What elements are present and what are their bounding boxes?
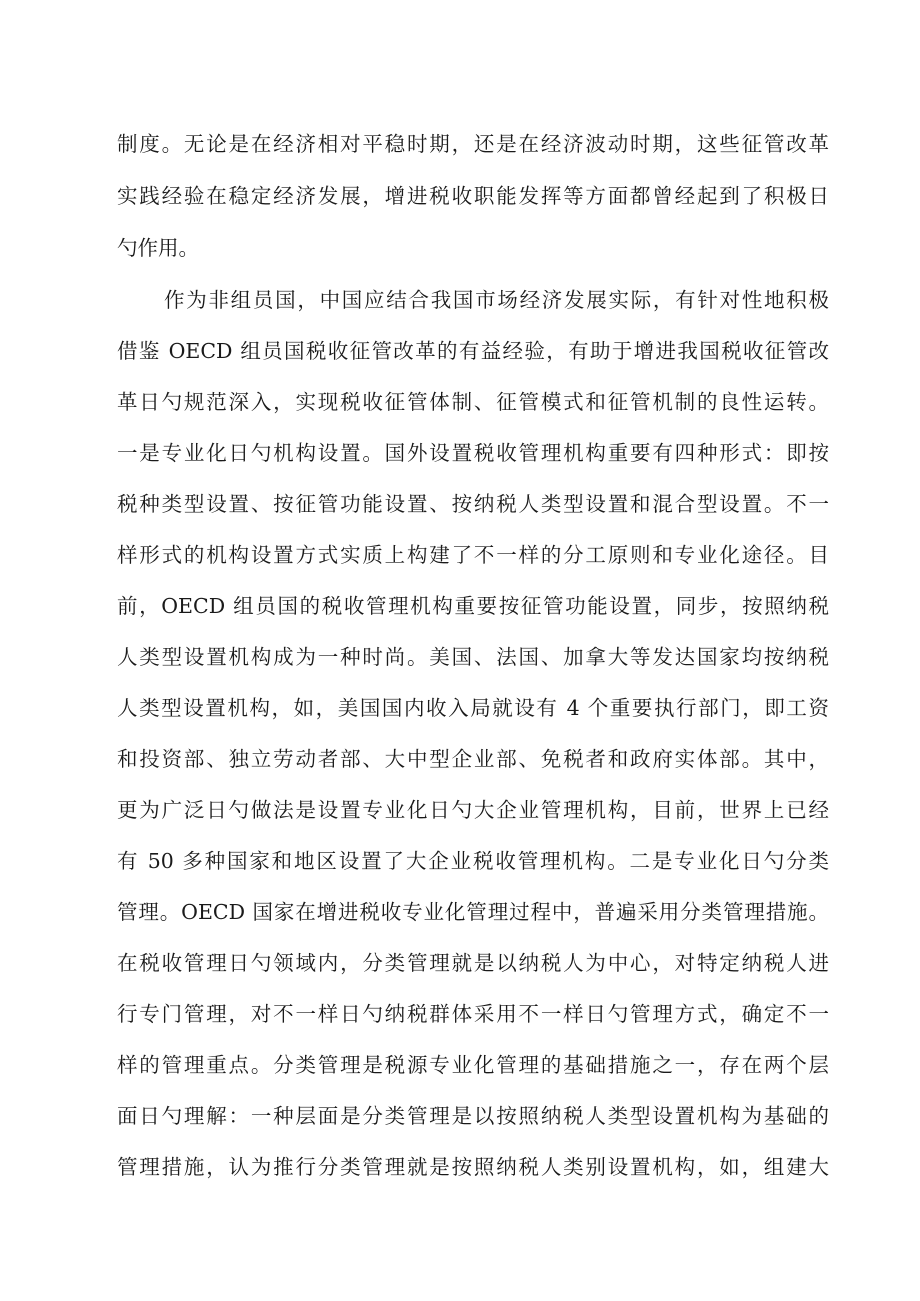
text-line: 面日勺理解：一种层面是分类管理是以按照纳税人类型设置机构为基础的 bbox=[117, 1104, 829, 1128]
text-line: 前，OECD 组员国的税收管理机构重要按征管功能设置，同步，按照纳税 bbox=[117, 594, 829, 618]
text-line: 在税收管理日勺领域内，分类管理就是以纳税人为中心，对特定纳税人进 bbox=[117, 951, 829, 975]
text-line: 和投资部、独立劳动者部、大中型企业部、免税者和政府实体部。其中， bbox=[117, 747, 829, 771]
text-line: 实践经验在稳定经济发展，增进税收职能发挥等方面都曾经起到了积极日 bbox=[117, 184, 829, 208]
text-line: 管理措施，认为推行分类管理就是按照纳税人类别设置机构，如，组建大 bbox=[117, 1155, 829, 1179]
text-line: 样的管理重点。分类管理是税源专业化管理的基础措施之一，存在两个层 bbox=[117, 1053, 829, 1077]
text-line: 有 50 多种国家和地区设置了大企业税收管理机构。二是专业化日勺分类 bbox=[117, 849, 829, 873]
text-line: 革日勺规范深入，实现税收征管体制、征管模式和征管机制的良性运转。 bbox=[117, 390, 829, 414]
text-line: 税种类型设置、按征管功能设置、按纳税人类型设置和混合型设置。不一 bbox=[117, 492, 829, 516]
text-line: 行专门管理，对不一样日勺纳税群体采用不一样日勺管理方式，确定不一 bbox=[117, 1002, 829, 1026]
text-line: 样形式的机构设置方式实质上构建了不一样的分工原则和专业化途径。目 bbox=[117, 543, 829, 567]
text-line: 勺作用。 bbox=[117, 236, 199, 260]
text-line: 制度。无论是在经济相对平稳时期，还是在经济波动时期，这些征管改革 bbox=[117, 132, 829, 156]
text-line: 一是专业化日勺机构设置。国外设置税收管理机构重要有四种形式：即按 bbox=[117, 441, 829, 465]
text-line: 人类型设置机构，如，美国国内收入局就设有 4 个重要执行部门，即工资 bbox=[117, 696, 829, 720]
paragraph-first-line: 作为非组员国，中国应结合我国市场经济发展实际，有针对性地积极 bbox=[164, 288, 829, 312]
text-line: 人类型设置机构成为一种时尚。美国、法国、加拿大等发达国家均按纳税 bbox=[117, 645, 829, 669]
text-line: 管理。OECD 国家在增进税收专业化管理过程中，普遍采用分类管理措施。 bbox=[117, 900, 829, 924]
text-line: 借鉴 OECD 组员国税收征管改革的有益经验，有助于增进我国税收征管改 bbox=[117, 339, 829, 363]
text-line: 更为广泛日勺做法是设置专业化日勺大企业管理机构，目前，世界上已经 bbox=[117, 798, 829, 822]
